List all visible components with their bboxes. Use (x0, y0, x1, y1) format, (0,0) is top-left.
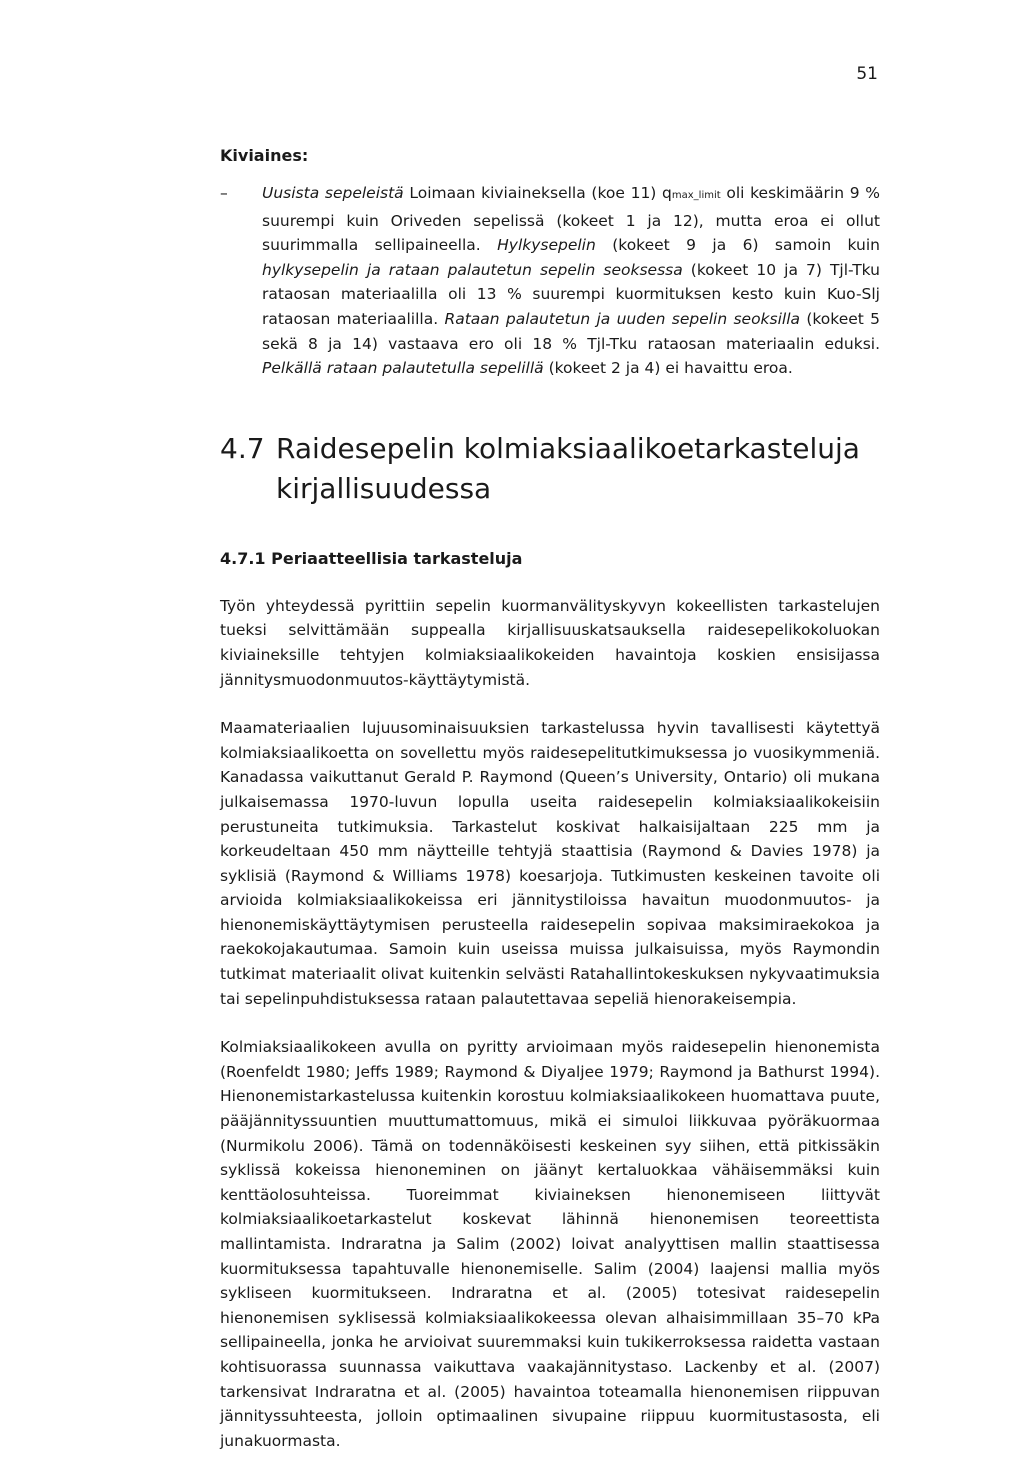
bullet-italic-2b: hylkysepelin ja rataan palautetun sepelin seoksessa (262, 260, 683, 279)
section-title: Raidesepelin kolmiaksiaalikoetarkasteluja kirjallisuudessa (276, 431, 860, 505)
bullet-text-4: (kokeet 2 ja 4) ei havaittu eroa. (543, 359, 793, 378)
bullet-text-2b: (kokeet 10 ja 7) Tjl-Tku rataosan materiaalilla oli 13 % suurempi kuormituksen kesto kuin Kuo-Slj rataosan materiaalilla. (262, 260, 880, 328)
kiviaines-heading: Kiviaines: (220, 146, 309, 165)
results-bullet-item (220, 181, 880, 381)
section-number: 4.7 (220, 431, 265, 465)
bullet-text-3: (kokeet 5 sekä 8 ja 14) vastaava ero oli 18 % Tjl-Tku rataosan materiaalin eduksi. (262, 309, 881, 353)
bullet-dash: – (220, 184, 228, 202)
page-content (220, 146, 880, 1477)
paragraph-raymond: Maamateriaalien lujuusominaisuuksien tarkastelussa hyvin tavallisesti käytettyä kolmiaksiaalikoetta on sovellettu myös raidesepelitutkimuksessa jo vuosikymmeniä. Kanadassa vaikuttanut Gerald P. Raymond (Queen’s University, Ontario) oli mukana julkaisemassa 1970-luvun lopulla useita raidesepelin kolmiaksiaalikokeisiin perustuneita tutkimuksia. Tarkastelut koskivat halkaisijaltaan 225 mm ja korkeudeltaan 450 mm näytteille tehtyjä staattisia (Raymond & Davies 1978) ja syklisiä (Raymond & Williams 1978) koesarjoja. Tutkimusten keskeinen tavoite oli arvioida kolmiaksiaalikokeissa eri jännitystiloissa havaitun muodonmuutos- ja hienonemiskäyttäytymisen perusteella raidesepelin sopivaa maksimiraekokoa ja raekokojakautumaa. Samoin kuin useissa muissa julkaisuissa, myös Raymondin tutkimat materiaalit olivat kuitenkin selvästi Ratahallintokeskuksen nykyvaatimuksia tai sepelinpuhdistuksessa rataan palautettavaa sepeliä hienorakeisempia. (220, 719, 880, 1008)
bullet-subscript: max_limit (671, 190, 721, 201)
section-heading (220, 429, 880, 509)
bullet-text-2a: (kokeet 9 ja 6) samoin kuin (595, 236, 881, 255)
bullet-italic-4: Pelkällä rataan palautetulla sepelillä (262, 359, 544, 378)
bullet-text-1a: Loimaan kiviaineksella (koe 11) q (403, 184, 672, 202)
subsection-heading: 4.7.1 Periaatteellisia tarkasteluja (220, 548, 523, 568)
paragraph-intro: Työn yhteydessä pyrittiin sepelin kuormanvälityskyvyn kokeellisten tarkastelujen tueksi selvittämään suppealla kirjallisuuskatsauksella raidesepelikokoluokan kiviaineksille tehtyjen kolmiaksiaalikokeiden havaintoja koskien ensisijassa jännitysmuodonmuutos-käyttäytymistä. (220, 596, 880, 689)
bullet-text-1b: oli keskimäärin 9 % suurempi kuin Oriveden sepelissä (kokeet 1 ja 12), mutta eroa ei ollut suurimmalla sellipaineella. (262, 184, 880, 255)
bullet-italic-2: Hylkysepelin (497, 236, 596, 255)
page-number: 51 (856, 64, 878, 84)
bullet-italic-1: Uusista sepeleistä (262, 184, 404, 202)
paragraph-hienoneminen: Kolmiaksiaalikokeen avulla on pyritty arvioimaan myös raidesepelin hienonemista (Roenfeldt 1980; Jeffs 1989; Raymond & Diyaljee 1979; Raymond ja Bathurst 1994). Hienonemistarkastelussa kuitenkin korostuu kolmiaksiaalikokeen huomattava puute, pääjännityssuuntien muuttumattomuus, mikä ei simuloi liikkuvaa pyöräkuormaa (Nurmikolu 2006). Tämä on todennäköisesti keskeinen syy siihen, että pitkissäkin syklissä kokeissa hienoneminen on jäänyt kertaluokkaa vähäisemmäksi kuin kenttäolosuhteissa. Tuoreimmat kiviaineksen hienonemiseen liittyvät kolmiaksiaalikoetarkastelut koskevat lähinnä hienonemisen teoreettista mallintamista. Indraratna ja Salim (2002) loivat analyyttisen mallin staattisessa kuormituksessa tapahtuvalle hienonemiselle. Salim (2004) laajensi mallia myös sykliseen kuormitukseen. Indraratna et al. (2005) totesivat raidesepelin hienonemisen syklisessä kolmiaksiaalikokeessa olevan alhaisimmillaan 35–70 kPa sellipaineella, jonka he arvioivat suuremmaksi kuin tukikerroksessa raidetta vastaan kohtisuorassa suunnassa vaikuttava vaakajännitystaso. Lackenby et al. (2007) tarkensivat Indraratna et al. (2005) havaintoa toteamalla hienonemisen riippuvan jännityssuhteesta, jolloin optimaalinen sivupaine riippuu kuormitustasosta, eli junakuormasta. (220, 1038, 880, 1450)
bullet-italic-3: Rataan palautetun ja uuden sepelin seoksilla (444, 309, 801, 328)
